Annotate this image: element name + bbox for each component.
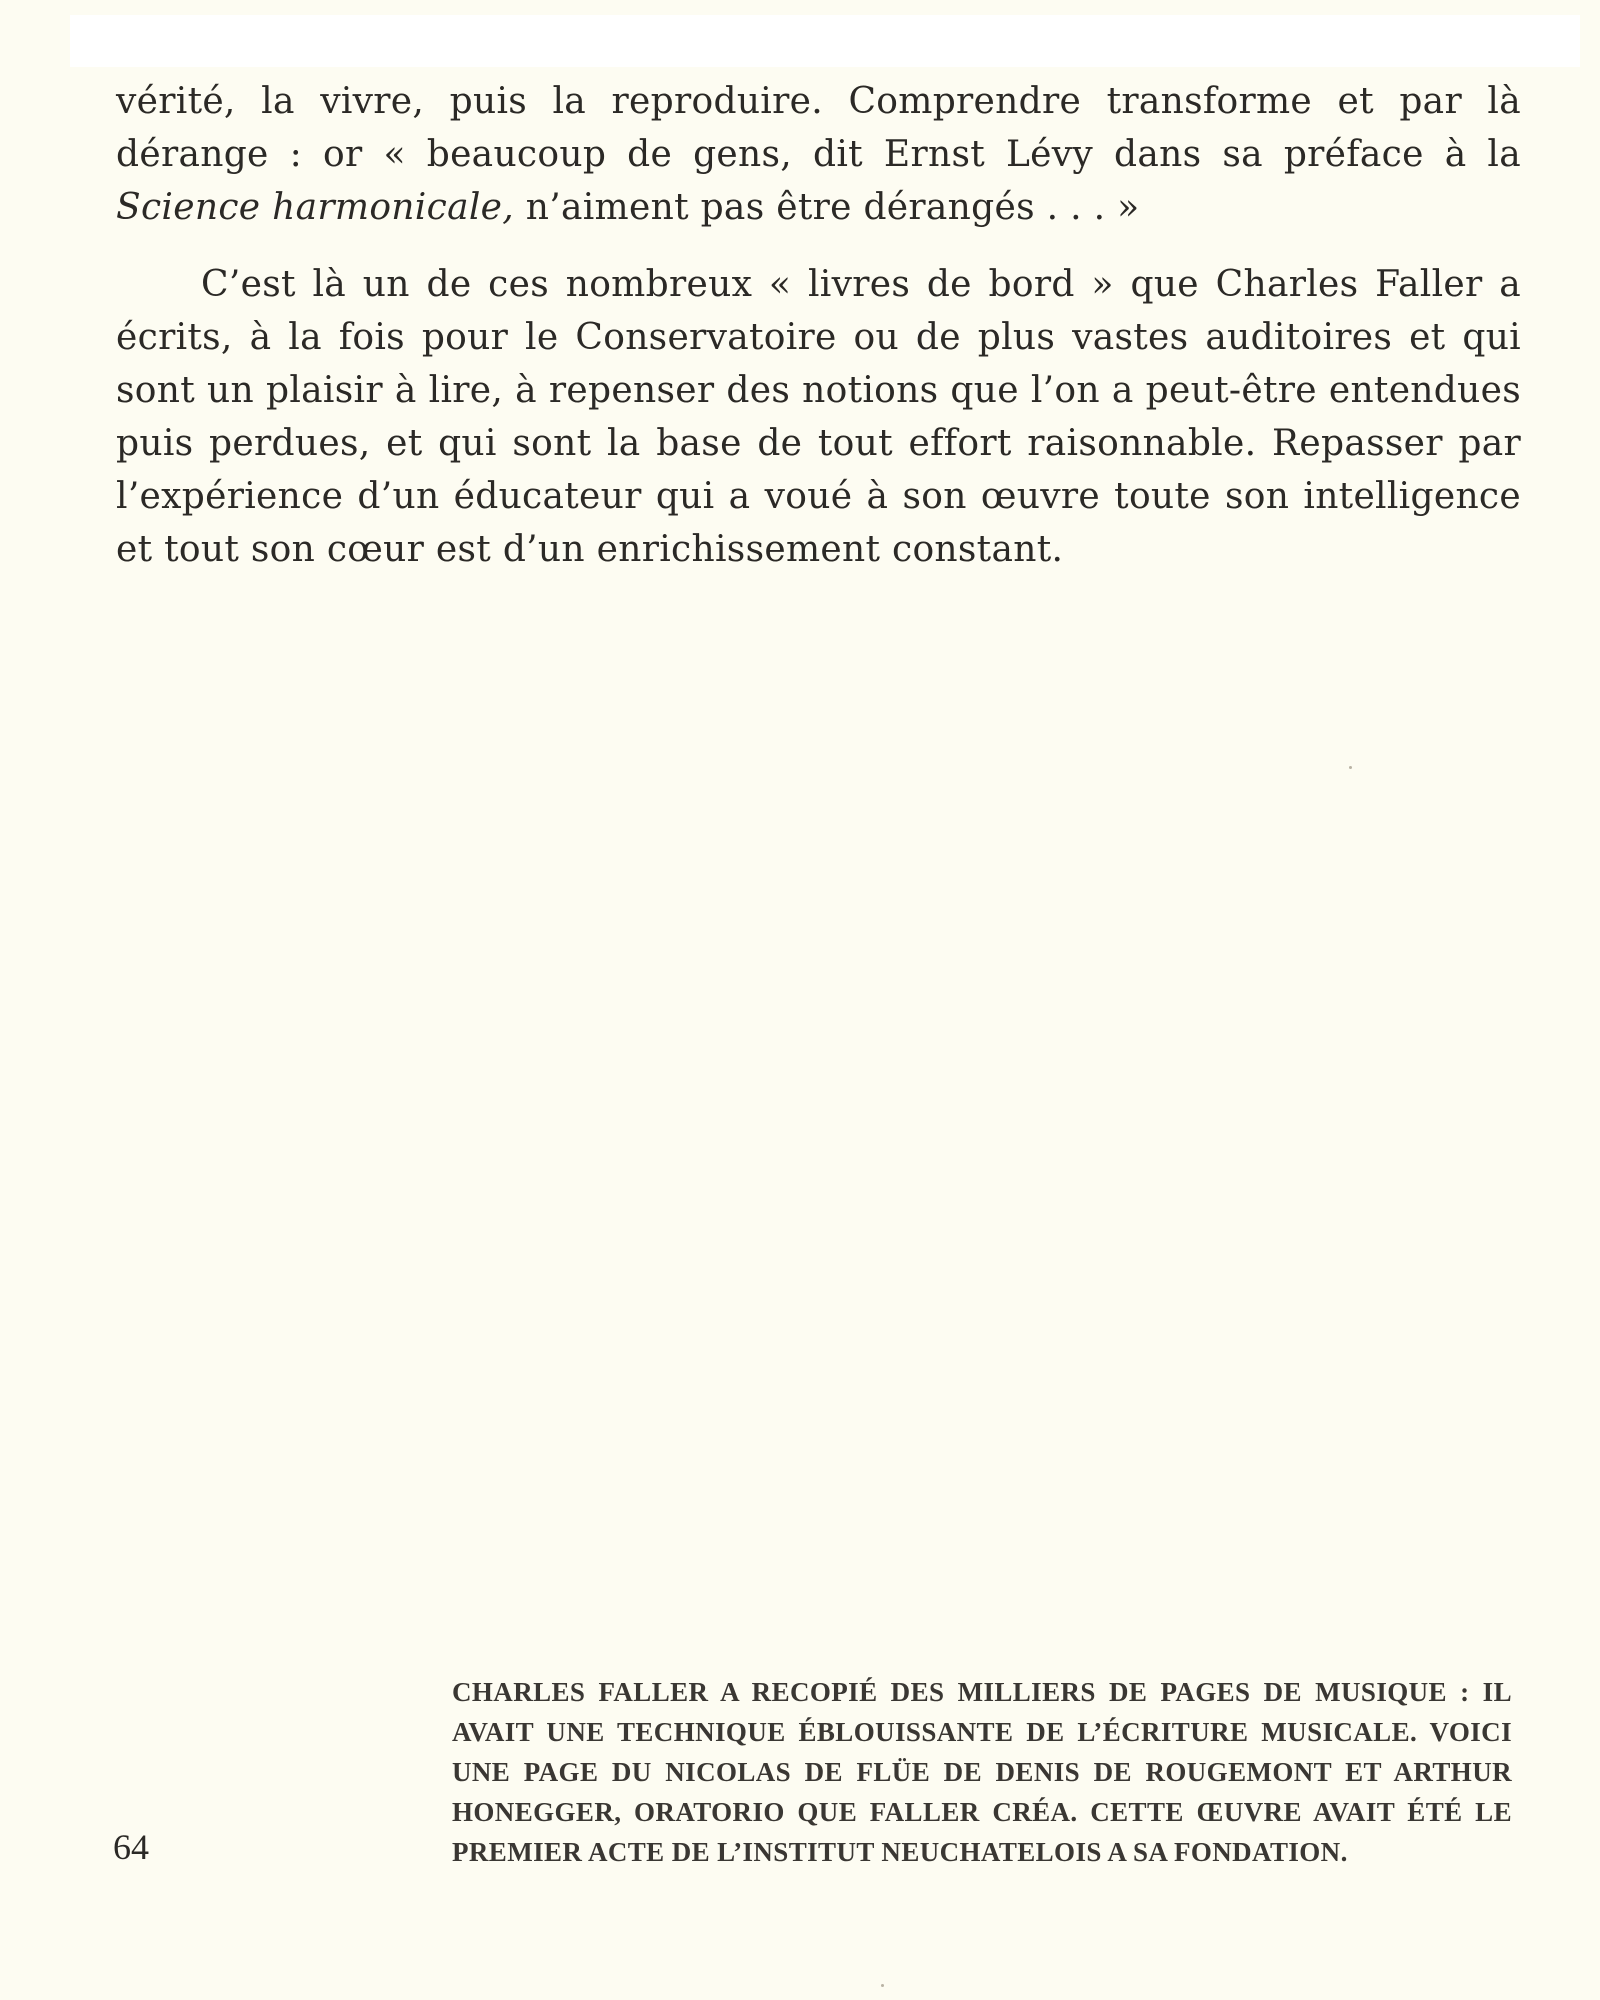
paragraph-1 xyxy=(116,75,1521,234)
paragraph-2: C’est là un de ces nombreux « livres de bord » que Charles Faller a écrits, à la fois pour le Conservatoire ou de plus vastes auditoires et qui sont un plaisir à lire, à repenser des notions que l’on a peut-être entendues puis perdues, et qui sont la base de tout effort raisonnable. Repasser par l’expérience d’un éducateur qui a voué à son œuvre toute son intelligence et tout son cœur est d’un enrichissement constant. xyxy=(116,264,1521,570)
page-top-strip xyxy=(70,15,1580,67)
page-number: 64 xyxy=(113,1827,149,1867)
main-text xyxy=(116,75,1521,576)
paragraph-1-text-b: n’aiment pas être dérangés . . . » xyxy=(514,187,1140,228)
figure-caption: CHARLES FALLER A RECOPIÉ DES MILLIERS DE PAGES DE MUSIQUE : IL AVAIT UNE TECHNIQUE ÉBLOUISSANTE DE L’ÉCRITURE MUSICALE. VOICI UNE PAGE DU NICOLAS DE FLÜE DE DENIS DE ROUGEMONT ET ARTHUR HONEGGER, ORATORIO QUE FALLER CRÉA. CETTE ŒUVRE AVAIT ÉTÉ LE PREMIER ACTE DE L’INSTITUT NEUCHATELOIS A SA FONDATION. xyxy=(452,1677,1512,1867)
paper-speck xyxy=(1349,766,1352,769)
paper-speck xyxy=(881,1984,884,1987)
paragraph-1-italic-title: Science harmonicale, xyxy=(116,187,514,228)
paragraph-1-text-a: vérité, la vivre, puis la reproduire. Comprendre transforme et par là dérange : or « beaucoup de gens, dit Ernst Lévy dans sa préface à la xyxy=(116,81,1521,175)
